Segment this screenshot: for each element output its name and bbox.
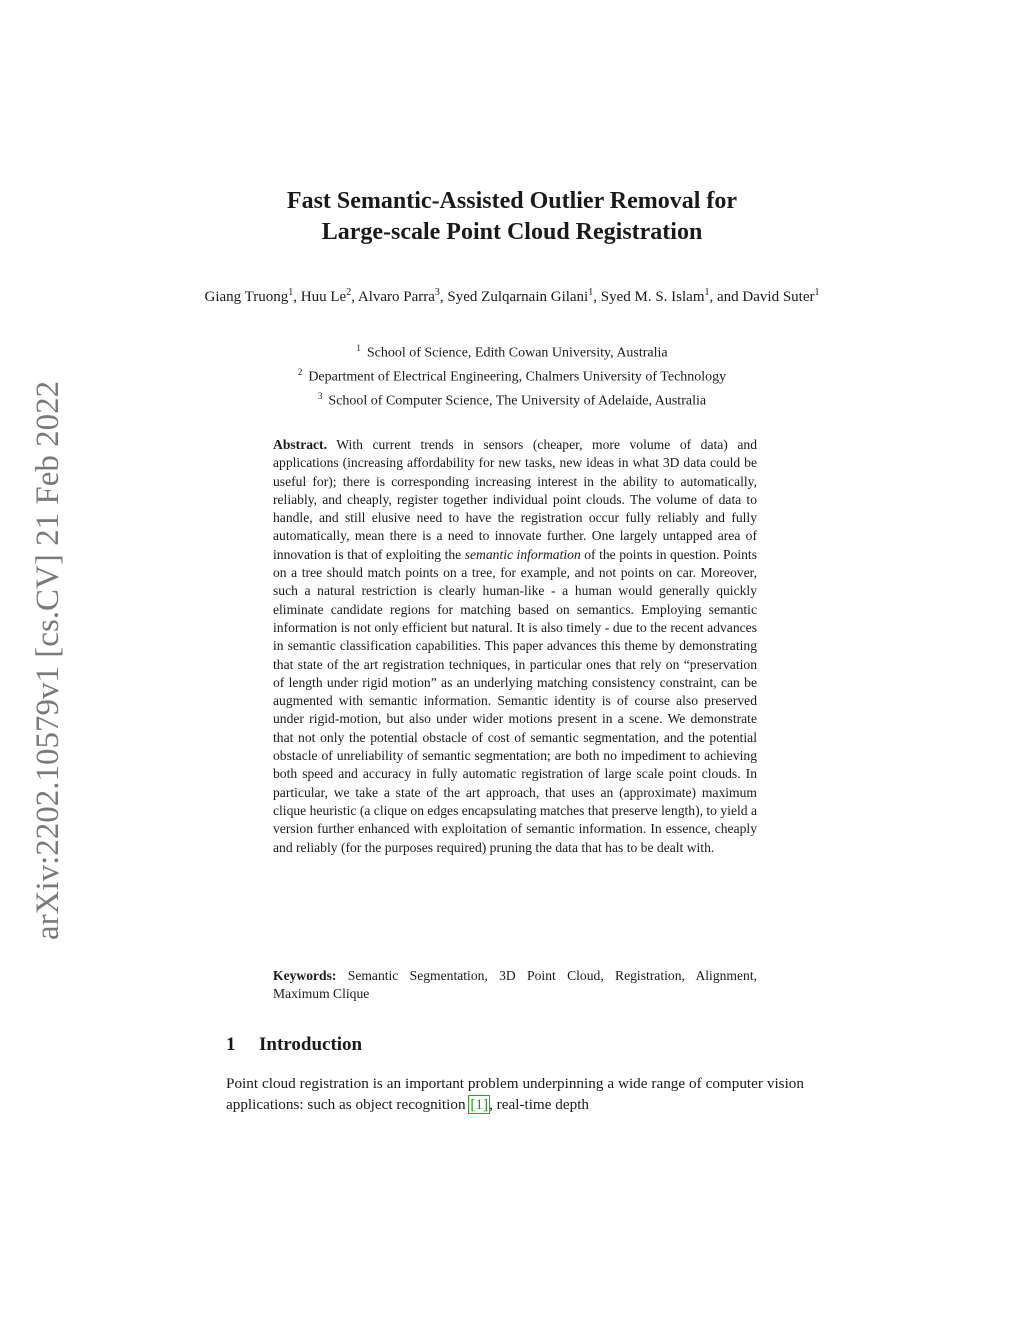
paper-title [180, 186, 844, 248]
arxiv-identifier[interactable]: arXiv:2202.10579v1 [cs.CV] 21 Feb 2022 [30, 380, 66, 940]
keywords-label: Keywords: [273, 968, 337, 983]
affiliation-mark: 1 [814, 287, 820, 298]
citation-link[interactable]: [1] [470, 1096, 489, 1113]
intro-text: , real-time depth [489, 1096, 590, 1113]
affiliation-mark: 2 [346, 287, 352, 298]
author-list [200, 283, 824, 307]
affiliation [200, 387, 824, 411]
intro-paragraph [226, 1073, 804, 1115]
section-number: 1 [226, 1034, 236, 1055]
affiliation-text: Department of Electrical Engineering, Chalmers University of Technology [308, 369, 727, 385]
affiliation-mark: 1 [588, 287, 594, 298]
intro-text: Point cloud registration is an important problem underpinning a wide range of computer vision applications: such as object recognition [226, 1075, 804, 1113]
author-name: , Syed M. S. Islam [593, 289, 705, 305]
affiliation-number: 2 [297, 367, 303, 378]
author-name: , Huu Le [293, 289, 347, 305]
affiliation-list [200, 339, 824, 411]
affiliation-mark: 1 [288, 287, 294, 298]
abstract-label: Abstract. [273, 437, 327, 452]
author-name: , Syed Zulqarnain Gilani [439, 289, 589, 305]
title-line-2: Large-scale Point Cloud Registration [321, 219, 703, 245]
author-name: , and David Suter [709, 289, 815, 305]
section-heading [226, 1034, 362, 1056]
affiliation [200, 363, 824, 387]
section-title: Introduction [259, 1034, 363, 1055]
affiliation-text: School of Computer Science, The University of Adelaide, Australia [328, 393, 707, 409]
abstract-emphasis: semantic information [464, 546, 581, 562]
abstract-text: of the points in question. Points on a tree should match points on a tree, for example, and not points on car. Moreover, such a natural restriction is clearly human-like - a human would generally quickly eliminate candidate regions for matching based on semantics. Employing semantic information is not only efficient but natural. It is also timely - due to the recent advances in semantic classification capabilities. This paper advances this theme by demonstrating that state of the art registration techniques, in particular ones that rely on “preservation of length under rigid motion” as an underlying matching consistency constraint, can be augmented with semantic information. Semantic identity is of course also preserved under rigid-motion, but also under wider motions present in a scene. We demonstrate that not only the potential obstacle of cost of semantic segmentation, and the potential obstacle of unreliability of semantic segmentation; are both no impediment to achieving both speed and accuracy in fully automatic registration of large scale point clouds. In particular, we take a state of the art approach, that uses an (approximate) maximum clique heuristic (a clique on edges encapsulating matches that preserve length), to yield a version further enhanced with exploitation of semantic information. In essence, cheaply and reliably (for the purposes required) pruning the data that has to be dealt with. [273, 546, 758, 855]
title-line-1: Fast Semantic-Assisted Outlier Removal for [286, 188, 738, 214]
author-name: , Alvaro Parra [351, 289, 435, 305]
abstract [273, 436, 757, 857]
affiliation-mark: 3 [434, 287, 440, 298]
affiliation [200, 339, 824, 363]
author-name: Giang Truong [204, 289, 289, 305]
affiliation-mark: 1 [704, 287, 710, 298]
affiliation-text: School of Science, Edith Cowan University, Australia [366, 345, 668, 361]
affiliation-number: 1 [356, 343, 361, 353]
affiliation-number: 3 [317, 391, 323, 402]
keywords [273, 967, 757, 1004]
abstract-text: With current trends in sensors (cheaper, more volume of data) and applications (increasing affordability for new tasks, new ideas in what 3D data could be useful for); there is corresponding increasing interest in the ability to automatically, reliably, and cheaply, register together individual point clouds. The volume of data to handle, and still elusive need to have the registration occur fully reliably and fully automatically, mean there is a need to innovate further. One largely untapped area of innovation is that of exploiting the [273, 437, 757, 562]
keywords-text: Semantic Segmentation, 3D Point Cloud, Registration, Alignment, Maximum Clique [273, 968, 757, 1002]
